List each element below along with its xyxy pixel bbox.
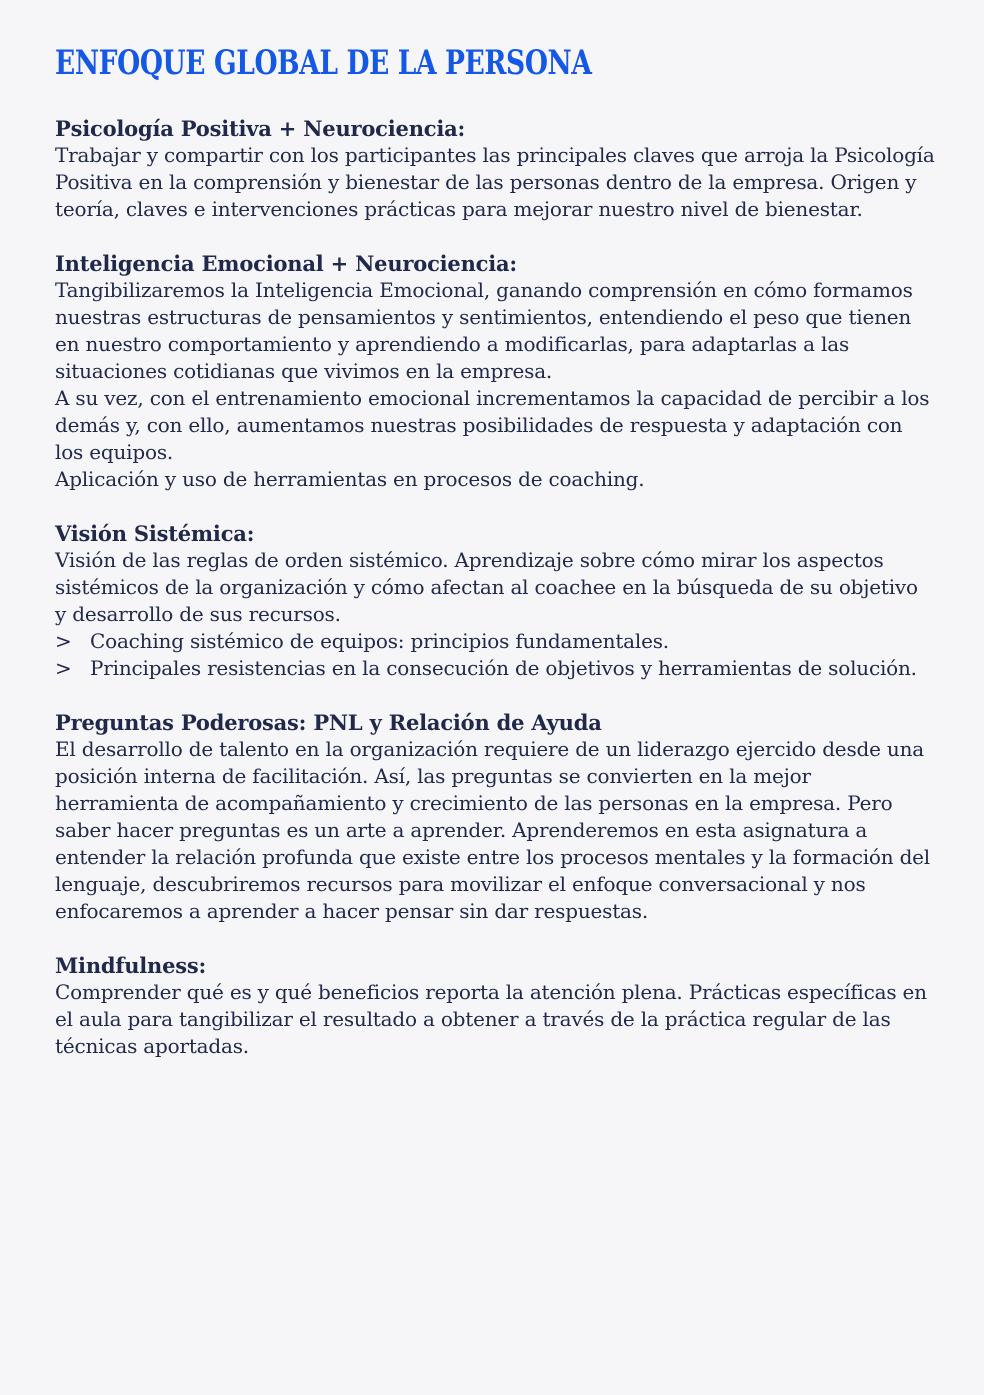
list-item [55, 655, 935, 682]
section-heading: Psicología Positiva + Neurociencia: [55, 116, 466, 141]
bullet-text: Coaching sistémico de equipos: principios fundamentales. [90, 629, 669, 653]
page-title: ENFOQUE GLOBAL DE LA PERSONA [55, 43, 592, 83]
section-paragraph: Comprender qué es y qué beneficios reporta la atención plena. Prácticas específicas en el aula para tangibilizar el resultado a obtener a través de la práctica regular de las técnicas aportadas. [55, 980, 927, 1058]
bullet-marker: > [55, 629, 72, 653]
bullet-marker: > [55, 656, 72, 680]
section-paragraph: Trabajar y compartir con los participantes las principales claves que arroja la Psicología Positiva en la comprensión y bienestar de las personas dentro de la empresa. Origen y teoría, claves e intervenciones prácticas para mejorar nuestro nivel de bienestar. [55, 143, 935, 221]
section-inteligencia-emocional [55, 250, 935, 493]
section-mindfulness [55, 952, 935, 1060]
section-heading: Preguntas Poderosas: PNL y Relación de Ayuda [55, 710, 602, 735]
section-paragraph: A su vez, con el entrenamiento emocional incrementamos la capacidad de percibir a los demás y, con ello, aumentamos nuestras posibilidades de respuesta y adaptación con los equipos. [55, 386, 930, 464]
section-vision-sistemica [55, 520, 935, 682]
list-item [55, 628, 935, 655]
section-psicologia-positiva [55, 115, 935, 223]
page-content [55, 115, 935, 1060]
section-paragraph: Aplicación y uso de herramientas en procesos de coaching. [55, 467, 645, 491]
section-heading: Mindfulness: [55, 953, 207, 978]
section-heading: Inteligencia Emocional + Neurociencia: [55, 251, 517, 276]
section-preguntas-poderosas [55, 709, 935, 925]
section-heading: Visión Sistémica: [55, 521, 255, 546]
section-paragraph: El desarrollo de talento en la organización requiere de un liderazgo ejercido desde una posición interna de facilitación. Así, las preguntas se convierten en la mejor herramienta de acompañamiento y crecimiento de las personas en la empresa. Pero saber hacer preguntas es un arte a aprender. Aprenderemos en esta asignatura a entender la relación profunda que existe entre los procesos mentales y la formación del lenguaje, descubriremos recursos para movilizar el enfoque conversacional y nos enfocaremos a aprender a hacer pensar sin dar respuestas. [55, 737, 931, 923]
section-paragraph: Visión de las reglas de orden sistémico. Aprendizaje sobre cómo mirar los aspectos sistémicos de la organización y cómo afectan al coachee en la búsqueda de su objetivo y desarrollo de sus recursos. [55, 548, 918, 626]
section-paragraph: Tangibilizaremos la Inteligencia Emocional, ganando comprensión en cómo formamos nuestras estructuras de pensamientos y sentimientos, entendiendo el peso que tienen en nuestro comportamiento y aprendiendo a modificarlas, para adaptarlas a las situaciones cotidianas que vivimos en la empresa. [55, 278, 913, 383]
bullet-list [55, 628, 935, 682]
bullet-text: Principales resistencias en la consecución de objetivos y herramientas de solución. [90, 656, 917, 680]
